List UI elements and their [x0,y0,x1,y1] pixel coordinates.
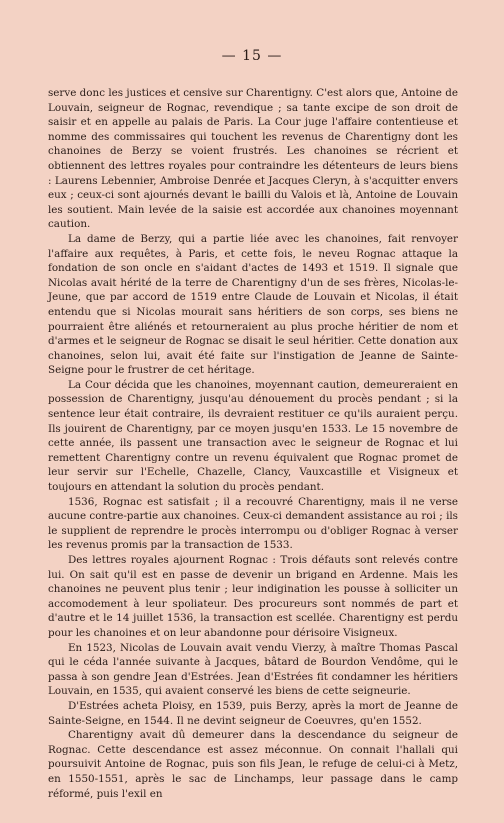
page-number: — 15 — [221,48,283,64]
paragraph-5: Des lettres royales ajournent Rognac : Trois défauts sont relevés contre lui. On sait qu'il est en passe de devenir un brigand en Ardenne. Mais les chanoines ne peuvent plus tenir ; leur indigination les pousse à solliciter un accomodement à leur spoliateur. Des procureurs sont nommés de part et d'autre et le 14 juillet 1536, la transaction est scellée. Charentigny est perdu pour les chanoines et on leur abandonne pour dérisoire Visigneux. [48,554,458,639]
paragraph-2: La dame de Berzy, qui a partie liée avec les chanoines, fait renvoyer l'affaire aux requêtes, à Paris, et cette fois, le neveu Rognac attaque la fondation de son oncle en s'aidant d'actes de 1493 et 1519. Il signale que Nicolas avait hérité de la terre de Charentigny d'un de ses frères, Nicolas-le-Jeune, que par accord de 1519 entre Claude de Louvain et Nicolas, il était entendu que si Nicolas mourait sans héritiers de son corps, ses biens ne pourraient être aliénés et retourneraient au plus proche héritier de nom et d'armes et le seigneur de Rognac se disait le seul héritier. Cette donation aux chanoines, selon lui, avait été faite sur l'instigation de Jeanne de Sainte-Seigne pour le frustrer de cet héritage. [48,232,458,377]
paragraph-6: En 1523, Nicolas de Louvain avait vendu Vierzy, à maître Thomas Pascal qui le céda l'année suivante à Jacques, bâtard de Bourdon Vendôme, qui le passa à son gendre Jean d'Estrées. Jean d'Estrées fit condamner les héritiers Louvain, en 1535, qui avaient conservé les biens de cette seigneurie. [48,641,458,698]
paragraph-7: D'Estrées acheta Ploisy, en 1539, puis Berzy, après la mort de Jeanne de Sainte-Seigne, en 1544. Il ne devint seigneur de Coeuvres, qu'en 1552. [48,699,458,727]
paragraph-3: La Cour décida que les chanoines, moyennant caution, demeureraient en possession de Charentigny, jusqu'au dénouement du procès pendant ; si la sentence leur était contraire, ils devraient restituer ce qu'ils auraient perçu. Ils jouirent de Charentigny, par ce moyen jusqu'en 1533. Le 15 novembre de cette année, ils passent une transaction avec le seigneur de Rognac et lui remettent Charentigny contre un revenu équivalent que Rognac promet de leur servir sur l'Echelle, Chazelle, Clancy, Vauxcastille et Visigneux et toujours en attendant la solution du procès pendant. [48,378,458,494]
paragraph-8: Charentigny avait dû demeurer dans la descendance du seigneur de Rognac. Cette descendance est assez méconnue. On connait l'hallali qui poursuivit Antoine de Rognac, puis son fils Jean, le refuge de celui-ci à Metz, en 1550-1551, après le sac de Linchamps, leur passage dans le camp réformé, puis l'exil en [48,729,458,800]
paragraph-1: serve donc les justices et censive sur Charentigny. C'est alors que, Antoine de Louvain, seigneur de Rognac, revendique ; sa tante excipe de son droit de saisir et en appelle au palais de Paris. La Cour juge l'affaire contentieuse et nomme des commissaires qui touchent les revenus de Charentigny dont les chanoines de Berzy se voient frustrés. Les chanoines se récrient et obtiennent des lettres royales pour contraindre les détenteurs de leurs biens : Laurens Lebennier, Ambroise Denrée et Jacques Cleryn, à s'acquitter envers eux ; ceux-ci sont ajournés devant le bailli du Valois et là, Antoine de Louvain les soutient. Main levée de la saisie est accordée aux chanoines moyennant caution. [48,87,458,231]
paragraph-4: 1536, Rognac est satisfait ; il a recouvré Charentigny, mais il ne verse aucune contre-partie aux chanoines. Ceux-ci demandent assistance au roi ; ils le supplient de reprendre le procès interrompu ou d'obliger Rognac à verser les revenus promis par la transaction de 1533. [48,495,458,552]
body-text [48,86,458,801]
